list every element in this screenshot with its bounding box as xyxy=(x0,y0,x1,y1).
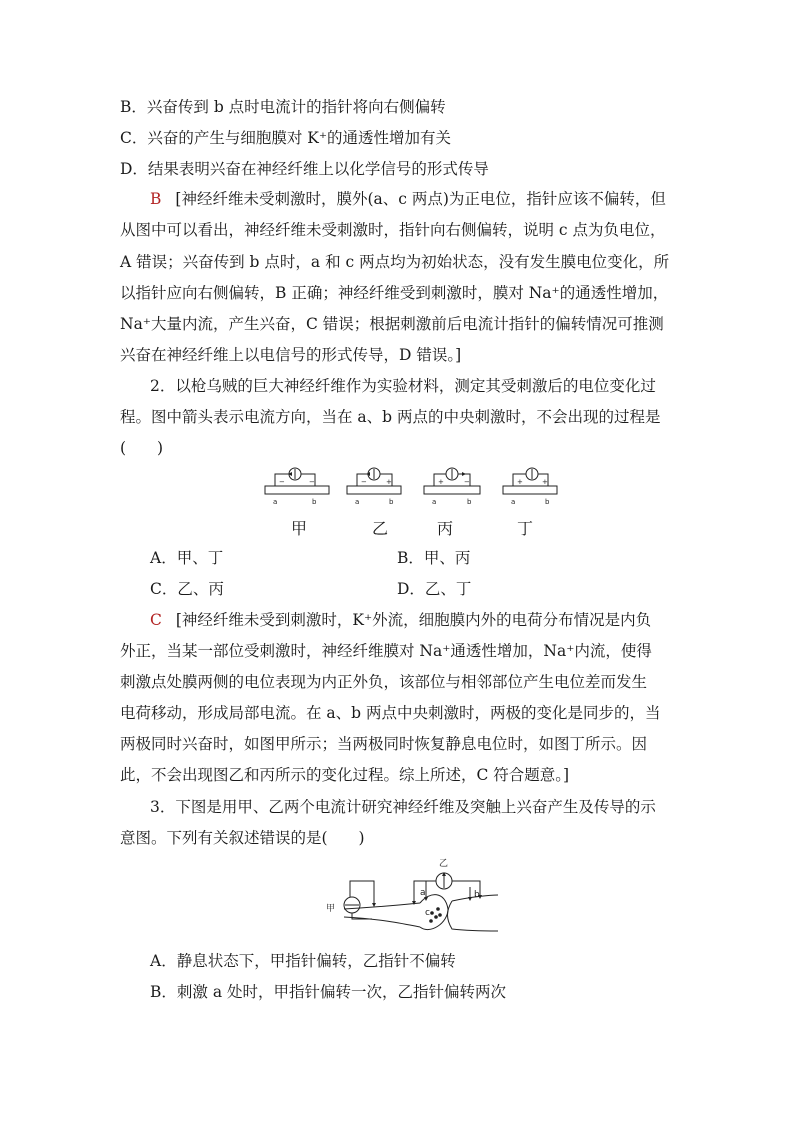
q2-diagram xyxy=(262,464,562,512)
q3-diagram xyxy=(320,853,500,938)
q1-option-c: C．兴奋的产生与细胞膜对 K⁺的通透性增加有关 xyxy=(120,129,452,147)
q2-explanation-line: 两极同时兴奋时，如图甲所示；当两极同时恢复静息电位时，如图丁所示。因 xyxy=(120,735,648,753)
q2-point-b: b xyxy=(545,498,550,506)
q2-sign: − xyxy=(361,478,367,486)
q2-sign: − xyxy=(309,478,315,486)
q1-option-b: B．兴奋传到 b 点时电流计的指针将向右侧偏转 xyxy=(120,98,446,116)
q2-explanation-line: 外正，当某一部位受刺激时，神经纤维膜对 Na⁺通透性增加，Na⁺内流，使得 xyxy=(120,642,652,660)
q3-stem-line: 意图。下列有关叙述错误的是( ) xyxy=(120,829,365,847)
q1-explanation-text: [神经纤维未受刺激时，膜外(a、c 两点)为正电位，指针应该不偏转，但 xyxy=(175,190,666,208)
q2-sign: + xyxy=(386,478,392,486)
q3-meter-jia-label: 甲 xyxy=(326,904,336,914)
q3-stem-line: 3．下图是用甲、乙两个电流计研究神经纤维及突触上兴奋产生及传导的示 xyxy=(150,798,656,816)
q3-option-b: B．刺激 a 处时，甲指针偏转一次，乙指针偏转两次 xyxy=(150,983,506,1001)
q3-point-a: a xyxy=(420,888,426,898)
q2-explanation-text: [神经纤维未受到刺激时，K⁺外流，细胞膜内外的电荷分布情况是内负 xyxy=(175,611,652,629)
q3-meter-yi-label: 乙 xyxy=(439,859,449,869)
q2-figure xyxy=(262,464,562,512)
q1-explanation-line: A 错误；兴奋传到 b 点时，a 和 c 两点均为初始状态，没有发生膜电位变化，所 xyxy=(120,253,670,271)
q3-point-b: b xyxy=(474,890,480,900)
q2-stem-line: ( ) xyxy=(120,439,164,457)
q2-stem-line: 2．以枪乌贼的巨大神经纤维作为实验材料，测定其受刺激后的电位变化过 xyxy=(150,377,656,395)
q2-sign: − xyxy=(464,478,470,486)
q2-explanation-line: 电荷移动，形成局部电流。在 a、b 两点中央刺激时，两极的变化是同步的，当 xyxy=(120,704,661,722)
q2-explanation-line: 刺激点处膜两侧的电位表现为内正外负，该部位与相邻部位产生电位差而发生 xyxy=(120,673,648,691)
q3-option-a: A．静息状态下，甲指针偏转，乙指针不偏转 xyxy=(150,952,456,970)
q2-sign: + xyxy=(438,478,444,486)
q2-point-b: b xyxy=(467,498,472,506)
q2-explanation-line xyxy=(150,609,651,631)
q3-point-c: c xyxy=(425,908,430,918)
q2-point-a: a xyxy=(355,498,360,506)
q2-point-a: a xyxy=(432,498,437,506)
q2-sign: + xyxy=(542,478,548,486)
q2-sign: − xyxy=(279,478,285,486)
q1-option-d: D．结果表明兴奋在神经纤维上以化学信号的形式传导 xyxy=(120,160,489,178)
q2-option-b: B．甲、丙 xyxy=(397,549,471,567)
q2-point-b: b xyxy=(312,498,317,506)
q2-option-d: D．乙、丁 xyxy=(397,580,472,598)
q1-explanation-line: 兴奋在神经纤维上以电信号的形式传导，D 错误。] xyxy=(120,346,462,364)
q1-explanation-line xyxy=(150,188,666,210)
q1-answer: B xyxy=(150,190,162,208)
q2-stem-line: 程。图中箭头表示电流方向，当在 a、b 两点的中央刺激时，不会出现的过程是 xyxy=(120,408,661,426)
q2-point-a: a xyxy=(273,498,278,506)
q2-option-a: A．甲、丁 xyxy=(150,549,224,567)
q3-figure xyxy=(320,853,500,938)
q2-sign: + xyxy=(517,478,523,486)
q2-answer: C xyxy=(150,611,162,629)
q2-figure-label-jia: 甲 xyxy=(291,519,308,538)
q1-explanation-line: Na⁺大量内流，产生兴奋，C 错误；根据刺激前后电流计指针的偏转情况可推测 xyxy=(120,315,664,333)
q2-figure-label-bing: 丙 xyxy=(437,519,454,538)
q1-explanation-line: 从图中可以看出，神经纤维未受刺激时，指针向右侧偏转，说明 c 点为负电位， xyxy=(120,221,666,239)
q2-point-a: a xyxy=(511,498,516,506)
q2-point-b: b xyxy=(389,498,394,506)
q2-figure-label-yi: 乙 xyxy=(372,519,389,538)
q2-figure-label-ding: 丁 xyxy=(517,519,534,538)
q2-option-c: C．乙、丙 xyxy=(150,580,224,598)
q2-explanation-line: 此，不会出现图乙和丙所示的变化过程。综上所述，C 符合题意。] xyxy=(120,766,570,784)
q1-explanation-line: 以指针应向右侧偏转，B 正确；神经纤维受到刺激时，膜对 Na⁺的通透性增加， xyxy=(120,284,669,302)
